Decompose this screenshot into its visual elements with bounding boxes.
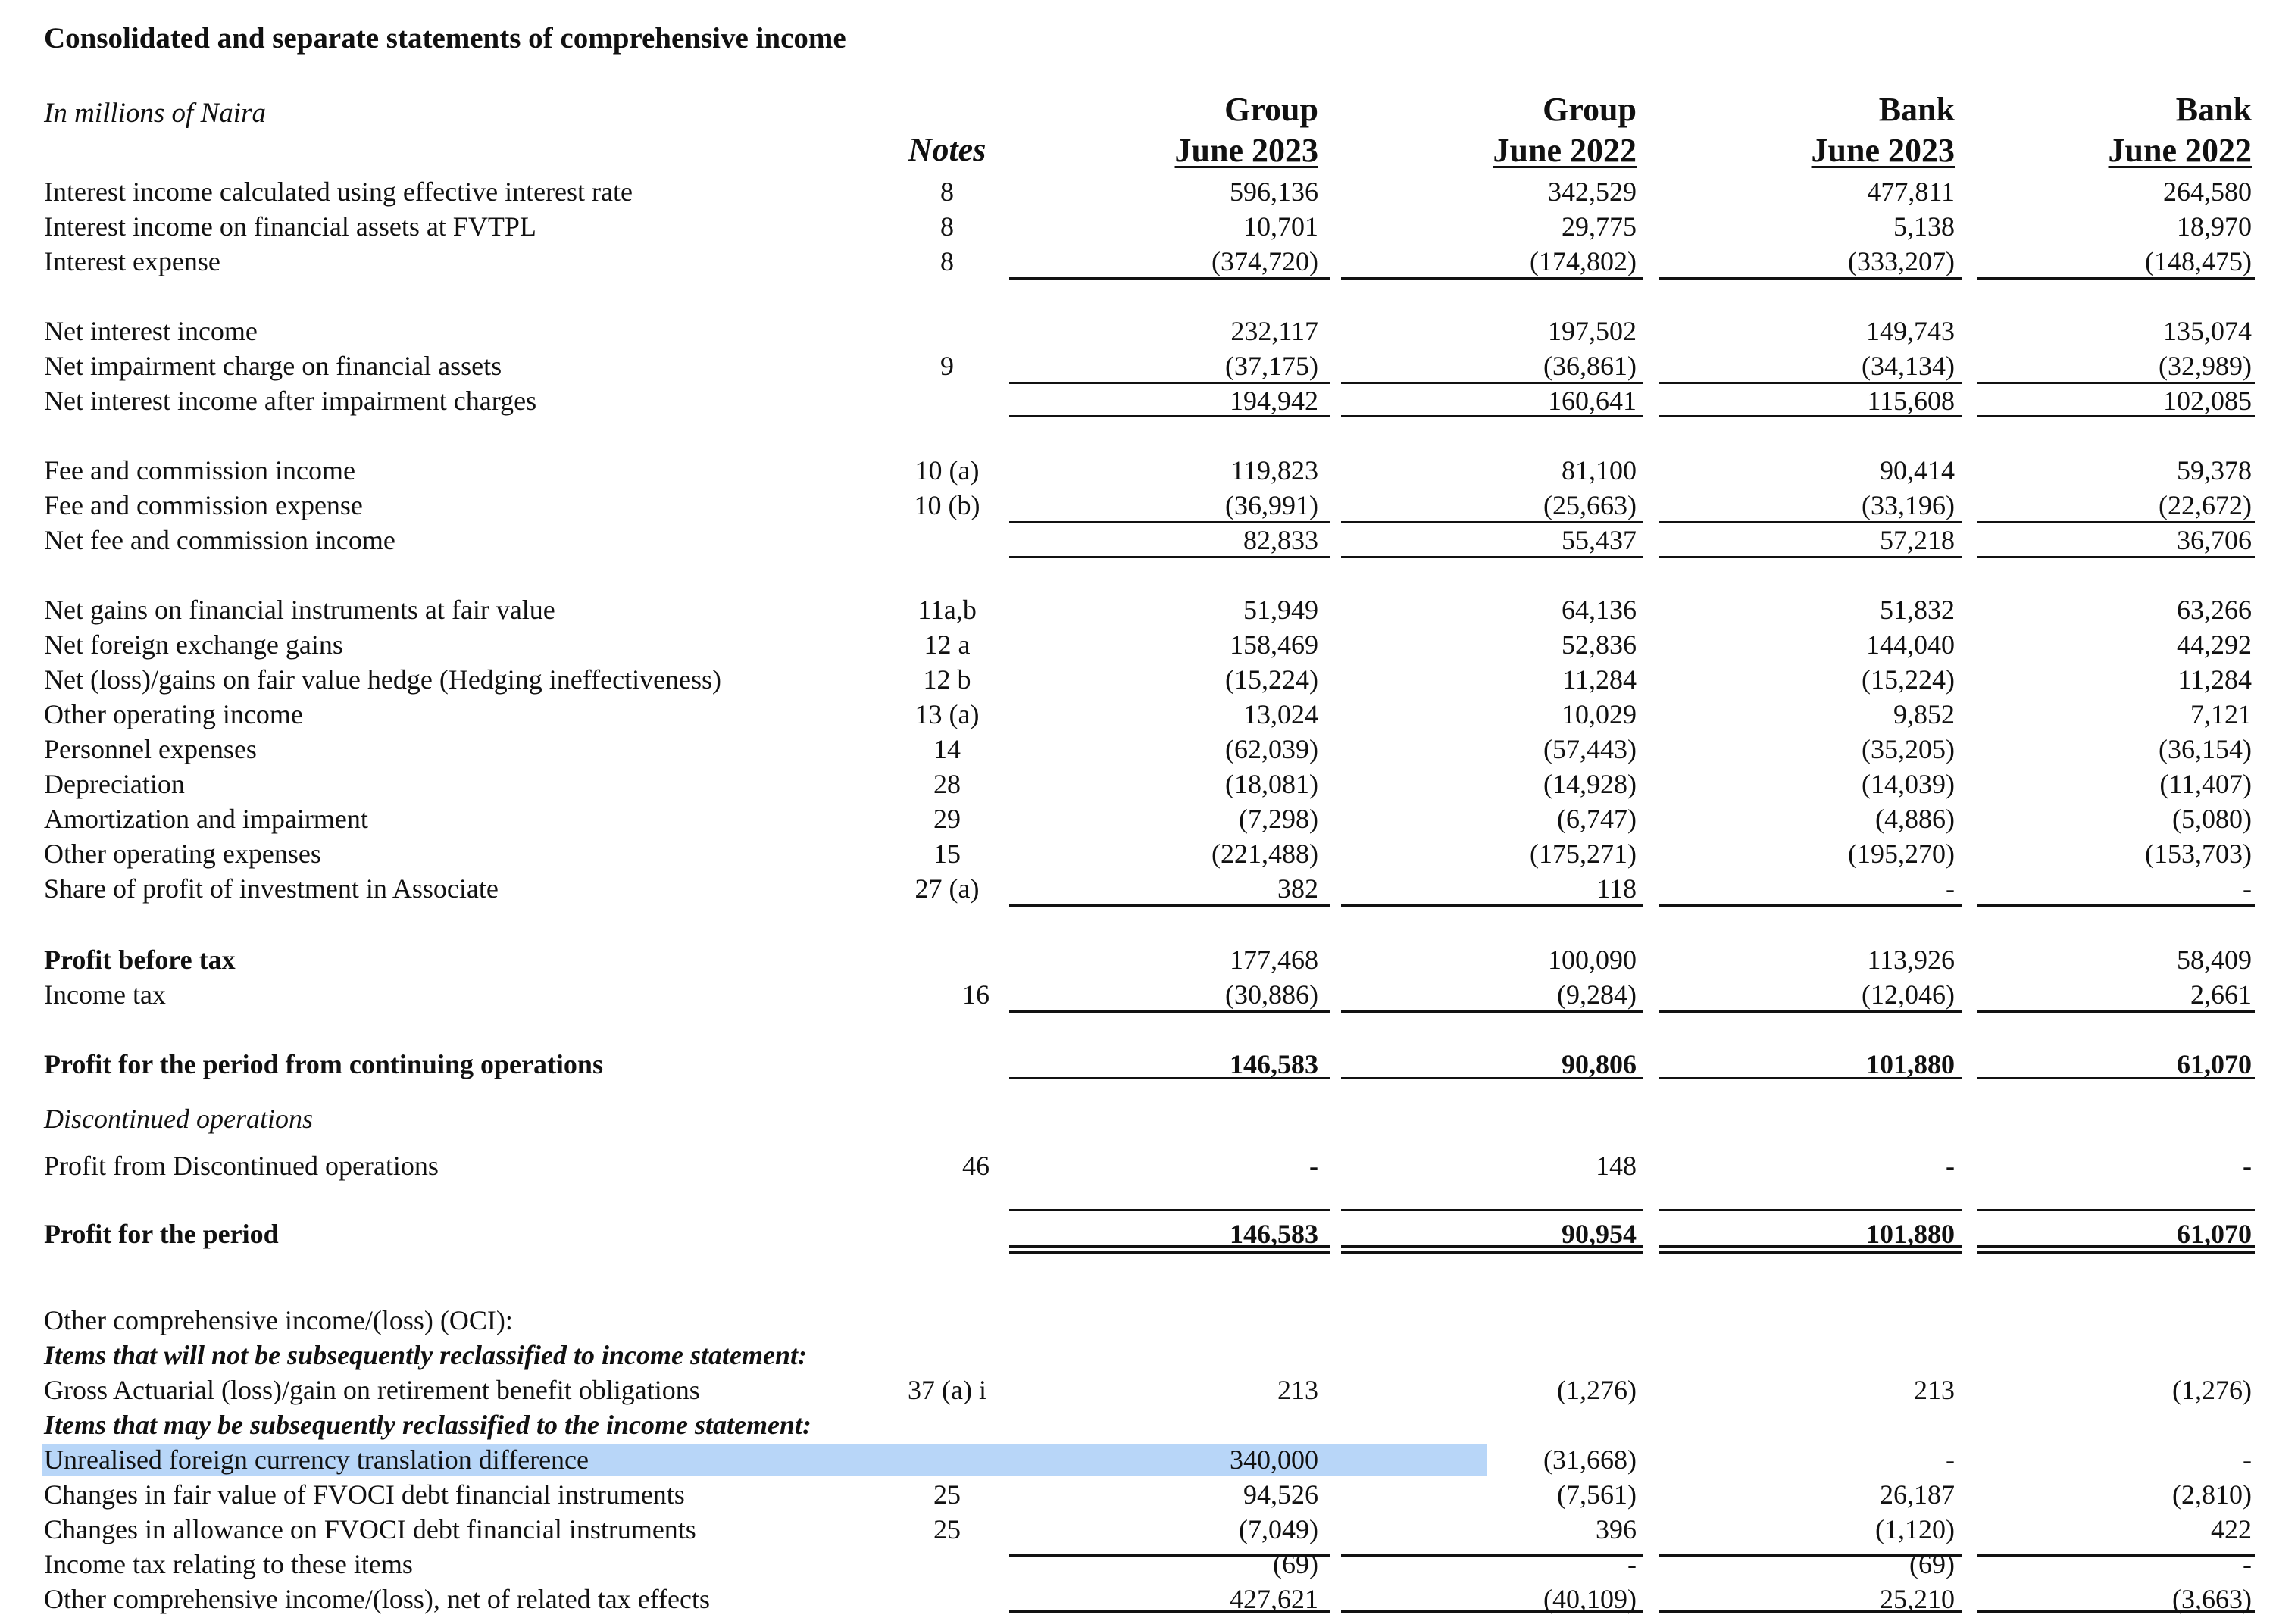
row-note: 25 xyxy=(933,1479,961,1510)
row-label: Net gains on financial instruments at fair value xyxy=(44,595,555,625)
bank-2023-value: 5,138 xyxy=(1893,211,1955,242)
bank-2022-value: 422 xyxy=(2211,1514,2252,1544)
bank-2023-value: 115,608 xyxy=(1867,386,1955,416)
row-label: Profit before tax xyxy=(44,945,236,975)
group-2023-value: (69) xyxy=(1273,1549,1318,1579)
group-2022-value: (7,561) xyxy=(1557,1479,1637,1510)
bank-2022-value: (22,672) xyxy=(2159,490,2252,520)
rule-line xyxy=(1341,1010,1643,1013)
rule-line xyxy=(1977,1610,2255,1613)
rule-line xyxy=(1009,415,1330,417)
rule-line xyxy=(1659,1610,1962,1613)
notes-column-header: Notes xyxy=(908,131,986,168)
row-note: 15 xyxy=(933,839,961,869)
row-note: 37 (a) i xyxy=(908,1375,986,1405)
page-title: Consolidated and separate statements of comprehensive income xyxy=(44,22,846,55)
bank-2023-value: 113,926 xyxy=(1867,945,1955,975)
group-2022-value: 396 xyxy=(1596,1514,1637,1544)
row-label: Depreciation xyxy=(44,769,185,799)
rule-line xyxy=(1977,1010,2255,1013)
bank-2022-value: 58,409 xyxy=(2177,945,2252,975)
row-label: Net interest income xyxy=(44,316,258,346)
group-2023-value: 51,949 xyxy=(1243,595,1318,625)
bank-2023-value: (4,886) xyxy=(1875,804,1955,834)
rule-line xyxy=(1659,382,1962,384)
rule-line xyxy=(1659,277,1962,280)
row-label: Net foreign exchange gains xyxy=(44,629,343,660)
group-2022-value: (14,928) xyxy=(1543,769,1637,799)
group-2023-value: (7,298) xyxy=(1239,804,1318,834)
row-note: 14 xyxy=(933,734,961,764)
rule-line xyxy=(1977,382,2255,384)
row-label: Items that may be subsequently reclassified to the income statement: xyxy=(44,1410,811,1440)
rule-line xyxy=(1977,1209,2255,1211)
rule-line xyxy=(1659,1554,1962,1557)
row-label: Interest income calculated using effective interest rate xyxy=(44,176,633,207)
table-row xyxy=(0,697,2276,732)
table-row xyxy=(0,767,2276,801)
group-2022-value: (6,747) xyxy=(1557,804,1637,834)
table-row xyxy=(0,1148,2276,1183)
row-note: 8 xyxy=(940,211,954,242)
bank-2023-value: 101,880 xyxy=(1866,1049,1955,1079)
rule-line xyxy=(1009,521,1330,523)
bank-2023-value: 213 xyxy=(1914,1375,1955,1405)
rule-line xyxy=(1341,1554,1643,1557)
group-2023-value: 82,833 xyxy=(1243,525,1318,555)
row-label: Net (loss)/gains on fair value hedge (Hedging ineffectiveness) xyxy=(44,664,722,695)
rule-line xyxy=(1977,1245,2255,1248)
rule-line xyxy=(1977,521,2255,523)
group-2022-value: 90,954 xyxy=(1562,1219,1637,1249)
bank-2022-value: 135,074 xyxy=(2163,316,2252,346)
rule-line xyxy=(1977,415,2255,417)
rule-line xyxy=(1977,277,2255,280)
row-label: Discontinued operations xyxy=(44,1104,313,1134)
table-row xyxy=(0,314,2276,348)
table-row xyxy=(0,836,2276,871)
rule-line xyxy=(1341,1251,1643,1254)
rule-line xyxy=(1341,1610,1643,1613)
row-label: Share of profit of investment in Associate xyxy=(44,873,499,904)
group-2022-value: (9,284) xyxy=(1557,979,1637,1010)
bank-2022-value: 18,970 xyxy=(2177,211,2252,242)
rule-line xyxy=(1977,556,2255,558)
rule-line xyxy=(1659,415,1962,417)
row-label: Amortization and impairment xyxy=(44,804,368,834)
group-2022-value: 148 xyxy=(1596,1151,1637,1181)
table-row xyxy=(0,488,2276,523)
row-label: Interest expense xyxy=(44,246,220,276)
table-row xyxy=(0,977,2276,1012)
row-label: Other comprehensive income/(loss) (OCI): xyxy=(44,1305,513,1335)
table-row xyxy=(0,1373,2276,1407)
rule-line xyxy=(1659,904,1962,907)
currency-caption: In millions of Naira xyxy=(44,98,266,129)
table-row xyxy=(0,1547,2276,1582)
group-2022-value: 118 xyxy=(1596,873,1637,904)
row-note: 12 a xyxy=(924,629,971,660)
table-row xyxy=(0,871,2276,906)
bank-2022-value: (148,475) xyxy=(2145,246,2252,276)
group-2022-value: 90,806 xyxy=(1562,1049,1637,1079)
bank-2022-value: 102,085 xyxy=(2163,386,2252,416)
bank-2023-value: 149,743 xyxy=(1866,316,1955,346)
rule-line xyxy=(1009,904,1330,907)
row-label: Gross Actuarial (loss)/gain on retirement benefit obligations xyxy=(44,1375,700,1405)
bank-2023-value: (69) xyxy=(1909,1549,1955,1579)
row-label: Fee and commission income xyxy=(44,455,355,486)
group-2023-value: (18,081) xyxy=(1225,769,1318,799)
bank-2022-value: 44,292 xyxy=(2177,629,2252,660)
row-note: 29 xyxy=(933,804,961,834)
row-label: Net impairment charge on financial assets xyxy=(44,351,502,381)
table-row xyxy=(0,1477,2276,1512)
table-row xyxy=(0,453,2276,488)
group-2023-value: 177,468 xyxy=(1230,945,1318,975)
column-header-bank-2023: Bank June 2023 xyxy=(1811,91,1955,169)
table-row xyxy=(0,244,2276,279)
bank-2023-value: 144,040 xyxy=(1866,629,1955,660)
group-2023-value: 119,823 xyxy=(1230,455,1318,486)
table-row xyxy=(0,662,2276,697)
rule-line xyxy=(1009,556,1330,558)
bank-2023-value: 101,880 xyxy=(1866,1219,1955,1249)
table-row xyxy=(0,592,2276,627)
bank-2023-value: 90,414 xyxy=(1880,455,1955,486)
table-row xyxy=(0,348,2276,383)
bank-2022-value: (153,703) xyxy=(2145,839,2252,869)
row-label: Income tax xyxy=(44,979,166,1010)
group-2022-value: (57,443) xyxy=(1543,734,1637,764)
rule-line xyxy=(1659,556,1962,558)
bank-2022-value: - xyxy=(2243,1444,2252,1475)
bank-2023-value: 57,218 xyxy=(1880,525,1955,555)
bank-2022-value: 2,661 xyxy=(2190,979,2252,1010)
group-2023-value: 94,526 xyxy=(1243,1479,1318,1510)
table-row xyxy=(0,801,2276,836)
group-2022-value: (40,109) xyxy=(1543,1584,1637,1614)
group-2023-value: 146,583 xyxy=(1230,1219,1318,1249)
group-2022-value: 52,836 xyxy=(1562,629,1637,660)
rule-line xyxy=(1659,1010,1962,1013)
row-note: 8 xyxy=(940,246,954,276)
group-2022-value: (174,802) xyxy=(1530,246,1637,276)
bank-2023-value: (33,196) xyxy=(1862,490,1955,520)
bank-2022-value: - xyxy=(2243,1549,2252,1579)
bank-2022-value: (1,276) xyxy=(2172,1375,2252,1405)
group-2023-value: 596,136 xyxy=(1230,176,1318,207)
bank-2023-value: 25,210 xyxy=(1880,1584,1955,1614)
row-note: 46 xyxy=(962,1151,989,1181)
table-row xyxy=(0,1303,2276,1338)
group-2023-value: 13,024 xyxy=(1243,699,1318,729)
group-2022-value: 10,029 xyxy=(1562,699,1637,729)
rule-line xyxy=(1009,382,1330,384)
rule-line xyxy=(1009,1077,1330,1079)
bank-2023-value: - xyxy=(1946,1444,1955,1475)
bank-2023-value: 477,811 xyxy=(1867,176,1955,207)
row-label: Other operating expenses xyxy=(44,839,321,869)
row-label: Income tax relating to these items xyxy=(44,1549,413,1579)
row-label: Changes in allowance on FVOCI debt financial instruments xyxy=(44,1514,696,1544)
rule-line xyxy=(1009,1251,1330,1254)
rule-line xyxy=(1977,1554,2255,1557)
group-2022-value: (25,663) xyxy=(1543,490,1637,520)
bank-2023-value: - xyxy=(1946,1151,1955,1181)
row-note: 11a,b xyxy=(918,595,977,625)
rule-line xyxy=(1341,521,1643,523)
bank-2023-value: 26,187 xyxy=(1880,1479,1955,1510)
bank-2022-value: 63,266 xyxy=(2177,595,2252,625)
bank-2022-value: 7,121 xyxy=(2190,699,2252,729)
row-note: 10 (b) xyxy=(914,490,980,520)
bank-2023-value: (195,270) xyxy=(1848,839,1955,869)
group-2023-value: (36,991) xyxy=(1225,490,1318,520)
table-row xyxy=(0,1338,2276,1373)
group-2023-value: 10,701 xyxy=(1243,211,1318,242)
table-row xyxy=(0,1407,2276,1442)
row-label: Other comprehensive income/(loss), net of related tax effects xyxy=(44,1584,710,1614)
bank-2023-value: (15,224) xyxy=(1862,664,1955,695)
rule-line xyxy=(1341,415,1643,417)
column-header-group-2022: Group June 2022 xyxy=(1493,91,1637,169)
bank-2022-value: - xyxy=(2243,873,2252,904)
group-2023-value: (37,175) xyxy=(1225,351,1318,381)
bank-2022-value: 61,070 xyxy=(2177,1219,2252,1249)
group-2022-value: 81,100 xyxy=(1562,455,1637,486)
rule-line xyxy=(1009,1610,1330,1613)
table-row xyxy=(0,523,2276,557)
table-row xyxy=(0,627,2276,662)
group-2022-value: (1,276) xyxy=(1557,1375,1637,1405)
group-2023-value: 382 xyxy=(1277,873,1318,904)
table-row xyxy=(0,1512,2276,1547)
group-2022-value: 55,437 xyxy=(1562,525,1637,555)
group-2022-value: - xyxy=(1627,1549,1637,1579)
table-row xyxy=(0,1442,2276,1477)
group-2023-value: 340,000 xyxy=(1230,1444,1318,1475)
bank-2022-value: (11,407) xyxy=(2159,769,2252,799)
table-row xyxy=(0,732,2276,767)
bank-2023-value: (12,046) xyxy=(1862,979,1955,1010)
column-header-group-2023: Group June 2023 xyxy=(1174,91,1318,169)
rule-line xyxy=(1977,1077,2255,1079)
rule-line xyxy=(1009,1245,1330,1248)
group-2022-value: 29,775 xyxy=(1562,211,1637,242)
group-2022-value: (31,668) xyxy=(1543,1444,1637,1475)
row-note: 27 (a) xyxy=(914,873,980,904)
bank-2023-value: 51,832 xyxy=(1880,595,1955,625)
bank-2022-value: 11,284 xyxy=(2178,664,2252,695)
rule-line xyxy=(1009,277,1330,280)
table-row xyxy=(0,942,2276,977)
rule-line xyxy=(1977,1251,2255,1254)
bank-2022-value: 59,378 xyxy=(2177,455,2252,486)
group-2023-value: (30,886) xyxy=(1225,979,1318,1010)
row-label: Net interest income after impairment charges xyxy=(44,386,537,416)
row-label: Interest income on financial assets at FVTPL xyxy=(44,211,536,242)
column-header-bank-2022: Bank June 2022 xyxy=(2108,91,2252,169)
row-note: 10 (a) xyxy=(914,455,980,486)
rule-line xyxy=(1009,1554,1330,1557)
row-label: Items that will not be subsequently reclassified to income statement: xyxy=(44,1340,807,1370)
rule-line xyxy=(1009,1209,1330,1211)
bank-2022-value: (5,080) xyxy=(2172,804,2252,834)
bank-2023-value: (35,205) xyxy=(1862,734,1955,764)
rule-line xyxy=(1659,1245,1962,1248)
bank-2022-value: 36,706 xyxy=(2177,525,2252,555)
rule-line xyxy=(1341,1245,1643,1248)
row-label: Personnel expenses xyxy=(44,734,257,764)
group-2023-value: 158,469 xyxy=(1230,629,1318,660)
row-note: 25 xyxy=(933,1514,961,1544)
group-2022-value: (36,861) xyxy=(1543,351,1637,381)
row-label: Profit for the period xyxy=(44,1219,279,1249)
bank-2023-value: (333,207) xyxy=(1848,246,1955,276)
rule-line xyxy=(1341,277,1643,280)
group-2022-value: 197,502 xyxy=(1548,316,1637,346)
row-label: Other operating income xyxy=(44,699,303,729)
bank-2022-value: (32,989) xyxy=(2159,351,2252,381)
table-row xyxy=(0,1101,2276,1136)
row-label: Profit for the period from continuing operations xyxy=(44,1049,603,1079)
row-label: Net fee and commission income xyxy=(44,525,395,555)
group-2023-value: 213 xyxy=(1277,1375,1318,1405)
group-2023-value: 232,117 xyxy=(1230,316,1318,346)
row-note: 28 xyxy=(933,769,961,799)
group-2022-value: (175,271) xyxy=(1530,839,1637,869)
rule-line xyxy=(1341,1209,1643,1211)
row-label: Unrealised foreign currency translation difference xyxy=(44,1444,589,1475)
row-label: Fee and commission expense xyxy=(44,490,363,520)
group-2023-value: 146,583 xyxy=(1230,1049,1318,1079)
group-2022-value: 160,641 xyxy=(1548,386,1637,416)
rule-line xyxy=(1341,1077,1643,1079)
group-2023-value: (62,039) xyxy=(1225,734,1318,764)
row-label: Changes in fair value of FVOCI debt financial instruments xyxy=(44,1479,685,1510)
rule-line xyxy=(1009,1010,1330,1013)
bank-2022-value: (36,154) xyxy=(2159,734,2252,764)
row-note: 13 (a) xyxy=(914,699,980,729)
bank-2022-value: (2,810) xyxy=(2172,1479,2252,1510)
group-2023-value: (374,720) xyxy=(1211,246,1318,276)
bank-2023-value: - xyxy=(1946,873,1955,904)
group-2022-value: 100,090 xyxy=(1548,945,1637,975)
bank-2023-value: 9,852 xyxy=(1893,699,1955,729)
group-2023-value: (15,224) xyxy=(1225,664,1318,695)
group-2023-value: (7,049) xyxy=(1239,1514,1318,1544)
group-2022-value: 11,284 xyxy=(1562,664,1637,695)
table-row xyxy=(0,174,2276,209)
group-2022-value: 64,136 xyxy=(1562,595,1637,625)
rule-line xyxy=(1659,1209,1962,1211)
table-row xyxy=(0,209,2276,244)
rule-line xyxy=(1341,382,1643,384)
group-2022-value: 342,529 xyxy=(1548,176,1637,207)
row-note: 9 xyxy=(940,351,954,381)
rule-line xyxy=(1659,1077,1962,1079)
row-note: 8 xyxy=(940,176,954,207)
rule-line xyxy=(1341,556,1643,558)
bank-2022-value: - xyxy=(2243,1151,2252,1181)
bank-2022-value: 264,580 xyxy=(2163,176,2252,207)
bank-2022-value: 61,070 xyxy=(2177,1049,2252,1079)
group-2023-value: 194,942 xyxy=(1230,386,1318,416)
group-2023-value: - xyxy=(1309,1151,1318,1181)
group-2023-value: 427,621 xyxy=(1230,1584,1318,1614)
bank-2022-value: (3,663) xyxy=(2172,1584,2252,1614)
row-note: 12 b xyxy=(923,664,971,695)
bank-2023-value: (14,039) xyxy=(1862,769,1955,799)
rule-line xyxy=(1659,1251,1962,1254)
bank-2023-value: (1,120) xyxy=(1875,1514,1955,1544)
bank-2023-value: (34,134) xyxy=(1862,351,1955,381)
row-label: Profit from Discontinued operations xyxy=(44,1151,439,1181)
rule-line xyxy=(1341,904,1643,907)
group-2023-value: (221,488) xyxy=(1211,839,1318,869)
rule-line xyxy=(1659,521,1962,523)
rule-line xyxy=(1977,904,2255,907)
row-note: 16 xyxy=(962,979,989,1010)
table-row xyxy=(0,383,2276,418)
